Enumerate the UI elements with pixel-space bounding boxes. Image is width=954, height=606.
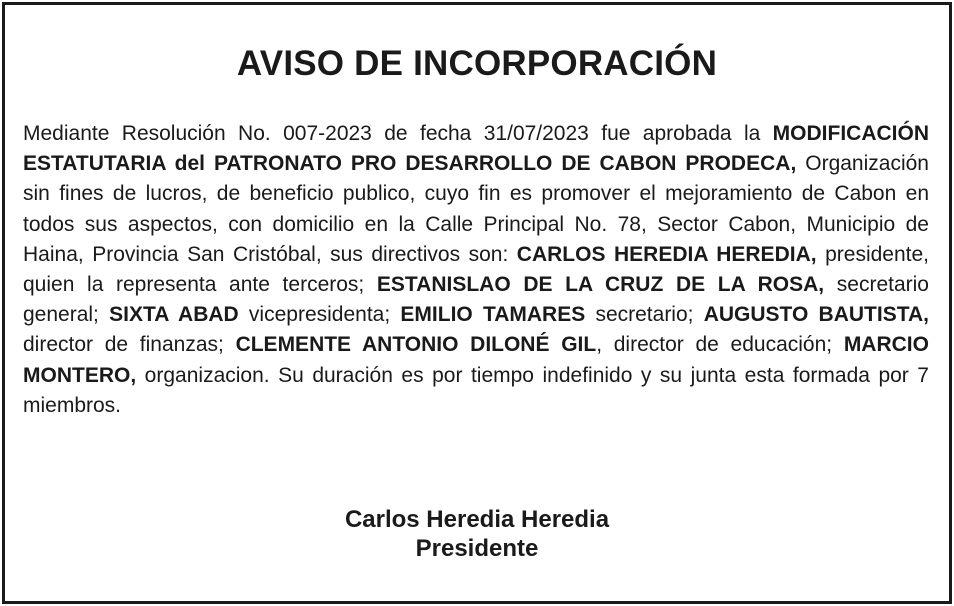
director-name: CLEMENTE ANTONIO DILONÉ GIL [235, 333, 597, 357]
body-text: organizacion. Su duración es por tiempo indefinido y su junta esta formada por 7 miembros. [23, 363, 929, 417]
signature-block [5, 505, 949, 563]
director-name: ESTANISLAO DE LA CRUZ DE LA ROSA, [376, 273, 825, 297]
body-text: director de finanzas; [23, 333, 236, 357]
director-name: AUGUSTO BAUTISTA, [703, 303, 929, 327]
notice-frame [2, 2, 952, 604]
signature-role: Presidente [415, 535, 539, 562]
body-text: Mediante Resolución No. 007-2023 de fecha 31/07/2023 fue aprobada la [23, 122, 773, 145]
director-name: SIXTA ABAD [109, 303, 239, 327]
director-name: EMILIO TAMARES [400, 303, 586, 327]
body-text: presidente, quien la representa ante terceros; [23, 242, 929, 297]
body-text-bold: MODIFICACIÓN ESTATUTARIA del PATRONATO PRO DESARROLLO DE CABON PRODECA, [23, 122, 929, 176]
notice-body [23, 119, 929, 421]
director-name: CARLOS HEREDIA HEREDIA, [516, 242, 817, 266]
director-name: MARCIO MONTERO, [23, 333, 929, 387]
body-text: secretario; [585, 303, 704, 327]
signature-name: Carlos Heredia Heredia [344, 506, 610, 533]
notice-title: AVISO DE INCORPORACIÓN [236, 44, 718, 83]
body-text: Organización sin fines de lucros, de beneficio publico, cuyo fin es promover el mejoramiento de Cabon en todos sus aspectos, con domicilio en la Calle Principal No. 78, Sector Cabon, Municipio de Haina, Provincia San Cristóbal, sus directivos son: [23, 152, 929, 266]
body-text: , director de educación; [596, 333, 844, 357]
body-text: vicepresidenta; [238, 303, 401, 327]
body-text: secretario general; [23, 273, 929, 327]
